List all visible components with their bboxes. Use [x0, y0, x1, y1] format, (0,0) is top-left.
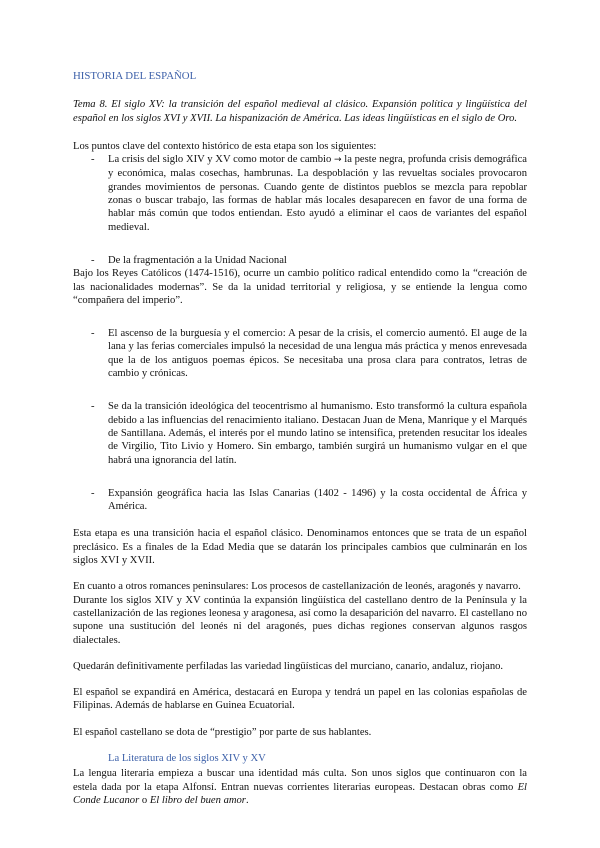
list-item: [73, 327, 527, 380]
varieties-paragraph: Quedarán definitivamente perfiladas las variedad lingüísticas del murciano, canario, andaluz, riojano.: [73, 660, 504, 672]
america-paragraph: El español se expandirá en América, destacará en Europa y tendrá un papel en las colonias españolas de Filipinas. Además de hablarse en Guinea Ecuatorial.: [73, 687, 527, 712]
transition-paragraph: Esta etapa es una transición hacia el español clásico. Denominamos entonces que se trata de un español preclásico. Es a finales de la Edad Media que se datarán los principales cambios que culminarán en los siglos XVI y XVII.: [73, 528, 527, 567]
key-points-list: [73, 153, 527, 267]
dash-bullet: -: [91, 401, 95, 413]
dash-bullet: -: [91, 328, 95, 340]
romances-paragraph: En cuanto a otros romances peninsulares: Los procesos de castellanización de leonés, aragonés y navarro.: [73, 581, 521, 593]
intro-paragraph: Los puntos clave del contexto histórico de esta etapa son los siguientes:: [73, 140, 377, 152]
dash-bullet: -: [91, 154, 95, 166]
arrow-icon: →: [334, 155, 342, 166]
expansion-paragraph: Durante los siglos XIV y XV continúa la expansión lingüística del castellano dentro de la Península y la castellanización de las regiones leonesa y aragonesa, así como la desaparición del navarro. El castellano no supone una sustitución del leonés ni del aragonés, pues dichas regiones conservan algunos rasgos dialectales.: [73, 594, 527, 646]
list-item-text: El ascenso de la burguesía y el comercio: A pesar de la crisis, el comercio aumentó. El auge de la lana y las ferias comerciales impulsó la necesidad de una lengua más práctica y menos enrevesada que la de los antiguos poemas épicos. Se necesitaba una prosa clara para contratos, letras de cambio y crónicas.: [108, 328, 527, 380]
dash-bullet: -: [91, 254, 95, 266]
document-subtitle: Tema 8. El siglo XV: la transición del español medieval al clásico. Expansión política y lingüística del español en los siglos XVI y XVII. La hispanización de América. Las ideas lingüísticas en el siglo de Oro.: [73, 99, 527, 124]
list-item-text: Expansión geográfica hacia las Islas Canarias (1402 - 1496) y la costa occidental de África y América.: [108, 487, 527, 513]
literature-joiner: o: [139, 794, 150, 806]
context-list: [73, 327, 527, 513]
literature-end: .: [245, 794, 249, 806]
literature-text: La lengua literaria empieza a buscar una identidad más culta. Son unos siglos que continuaron con la estela dada por la etapa Alfonsí. Entran nuevas corrientes literarias europeas. Destacan obras como: [73, 768, 527, 793]
work-title: El libro del buen amor: [149, 794, 246, 806]
list-item-text: la peste negra, profunda crisis demográfica y económica, malas cosechas, hambrunas. La despoblación y las revueltas sociales provocaron grandes movimientos de personas. Cuando gente de distintos pueblos se mezcla para repoblar zonas o buscar trabajo, las formas de hablar más locales desaparecen en favor de una forma de hablar más común que todos entiendan. Esto ayudó a eliminar el caos de variantes del español medieval.: [108, 154, 527, 233]
literature-heading: La Literatura de los siglos XIV y XV: [108, 752, 266, 764]
prestige-paragraph: El español castellano se dota de “prestigio” por parte de sus hablantes.: [73, 726, 372, 738]
literature-paragraph: [73, 767, 527, 807]
document-title: HISTORIA DEL ESPAÑOL: [73, 70, 197, 82]
list-item-text: La crisis del siglo XIV y XV como motor de cambio: [108, 154, 335, 166]
list-item: [73, 487, 527, 514]
list-item: [73, 400, 527, 466]
reyes-paragraph: Bajo los Reyes Católicos (1474-1516), ocurre un cambio político radical entendido como la “creación de las nacionalidades modernas”. Se da la unidad territorial y religiosa, y se entiende la lengua como “compañera del imperio”.: [73, 268, 527, 306]
list-item-text: Se da la transición ideológica del teocentrismo al humanismo. Esto transformó la cultura española debido a las influencias del renacimiento italiano. Destacan Juan de Mena, Manrique y el Marqués de Santillana. Además, el interés por el mundo latino se intensifica, pretenden resucitar los ideales de Virgilio, Tito Livio y Homero. Sin embargo, también surgirá un humanismo vulgar en el que habrá una ignorancia del latín.: [108, 401, 527, 466]
list-item-text: De la fragmentación a la Unidad Nacional: [108, 254, 287, 266]
dash-bullet: -: [91, 487, 95, 499]
list-item: [73, 153, 527, 234]
list-item: [73, 254, 527, 267]
work-title: El Conde Lucanor: [73, 781, 527, 806]
